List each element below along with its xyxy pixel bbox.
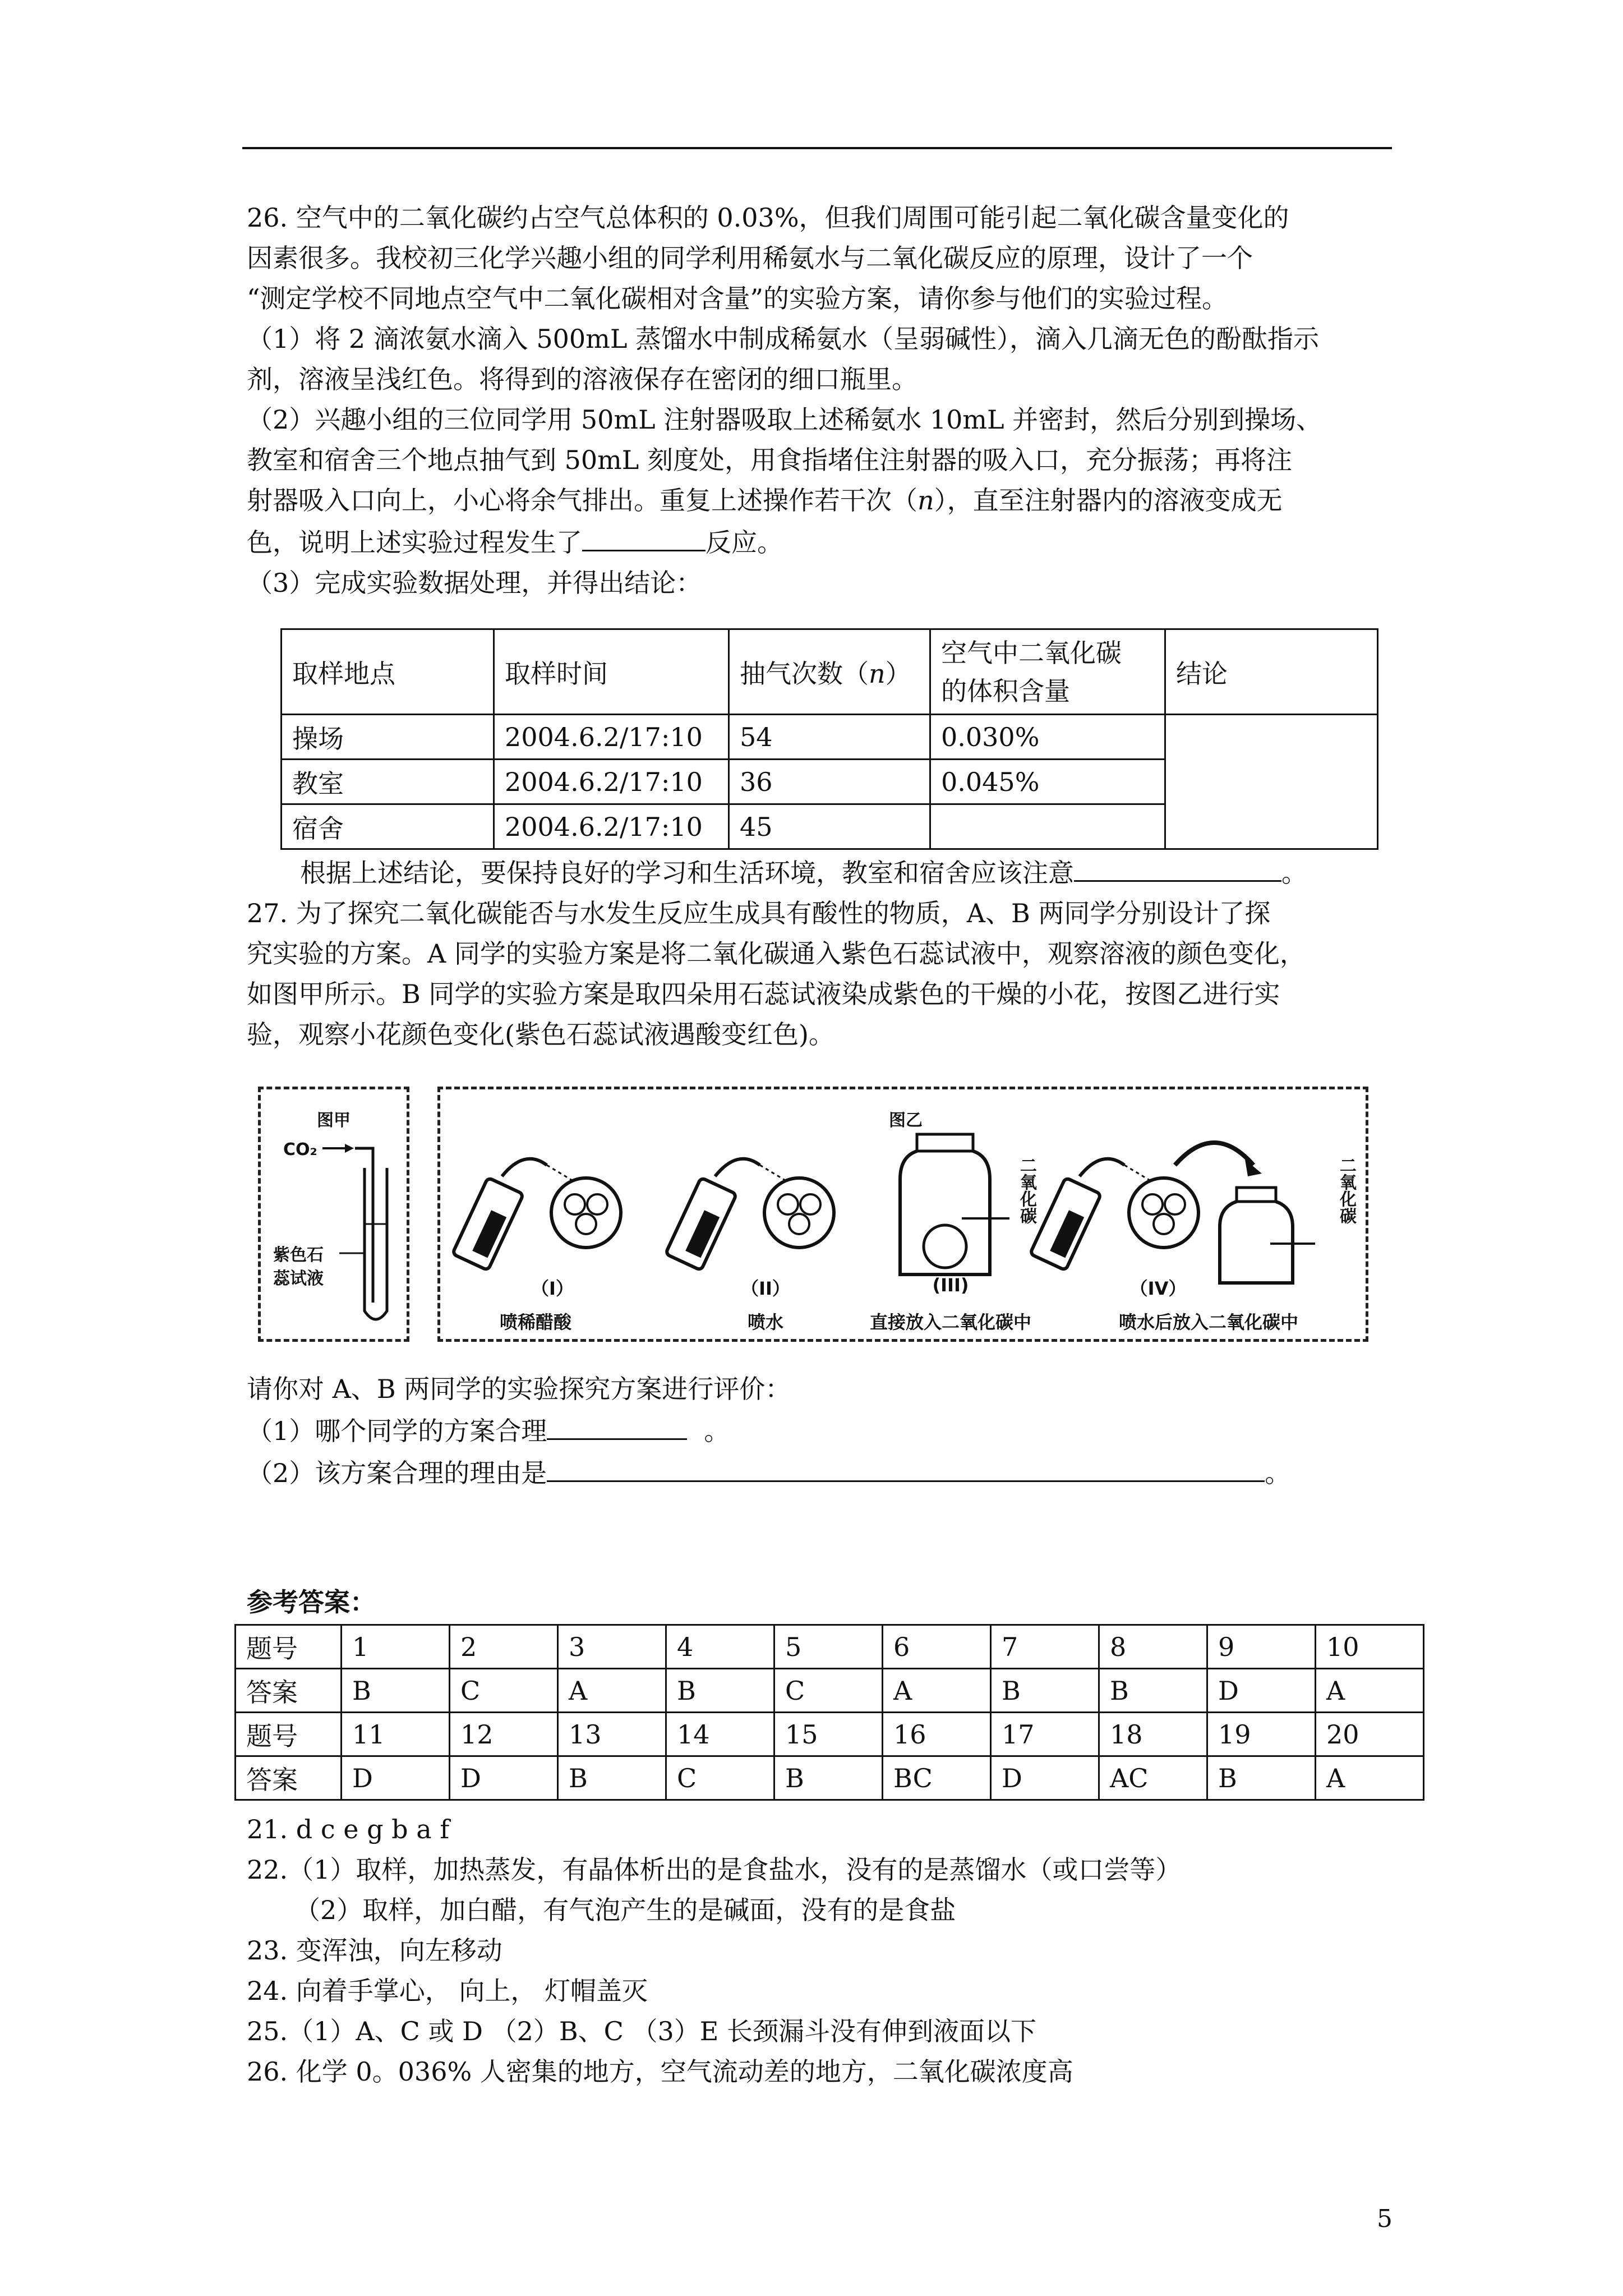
table-row — [236, 1756, 1424, 1800]
cell-conclusion-blank[interactable] — [1165, 715, 1378, 849]
cell-co2: 0.045% — [930, 760, 1165, 804]
num-cell: 13 — [558, 1713, 666, 1756]
answer-26: 26. 化学 0。036% 人密集的地方，空气流动差的地方，二氧化碳浓度高 — [247, 2056, 1073, 2087]
q27-eval-intro: 请你对 A、B 两同学的实验探究方案进行评价： — [247, 1374, 791, 1404]
num-cell: 5 — [774, 1625, 883, 1669]
num-cell: 14 — [666, 1713, 774, 1756]
ans-cell: B — [666, 1669, 774, 1713]
ans-cell: AC — [1099, 1756, 1207, 1800]
q26-step-2c — [247, 480, 1396, 521]
ans-cell: A — [558, 1669, 666, 1713]
q26-conclusion-line — [247, 851, 1396, 893]
q27-eval-2-end: 。 — [1265, 1458, 1291, 1488]
header-conclusion: 结论 — [1165, 629, 1378, 715]
q26-line-3: “测定学校不同地点空气中二氧化碳相对含量”的实验方案，请你参与他们的实验过程。 — [247, 283, 1228, 314]
panel-2-number: （II） — [741, 1278, 790, 1299]
q26-step-2c-pre: 射器吸入口向上，小心将余气排出。重复上述操作若干次（ — [247, 485, 917, 516]
test-tube-drawing — [261, 1089, 412, 1345]
answer-25: 25.（1）A、C 或 D （2）B、C （3）E 长颈漏斗没有伸到液面以下 — [247, 2016, 1036, 2046]
num-cell: 9 — [1207, 1625, 1316, 1669]
answer-blank-reaction[interactable] — [582, 521, 706, 551]
q26-line-2: 因素很多。我校初三化学兴趣小组的同学利用稀氨水与二氧化碳反应的原理，设计了一个 — [247, 243, 1253, 273]
ans-cell: A — [1316, 1756, 1424, 1800]
label-num: 题号 — [236, 1625, 342, 1669]
q26-after-text: 根据上述结论，要保持良好的学习和生活环境，教室和宿舍应该注意 — [300, 858, 1074, 888]
q26-after-end: 。 — [1281, 858, 1307, 888]
figure-jia — [258, 1087, 409, 1342]
answer-blank-reason[interactable] — [547, 1451, 1265, 1482]
q26-step-2d — [247, 521, 1396, 563]
q26-step-1a: （1）将 2 滴浓氨水滴入 500mL 蒸馏水中制成稀氨水（呈弱碱性），滴入几滴无色的酚酞指示 — [247, 324, 1319, 354]
table-row — [236, 1713, 1424, 1756]
header-co2-line-2: 的体积含量 — [941, 675, 1070, 706]
q27-line-4: 验，观察小花颜色变化(紫色石蕊试液遇酸变红色)。 — [247, 1019, 834, 1050]
cell-time: 2004.6.2/17:10 — [494, 715, 729, 760]
header-rule — [242, 147, 1392, 149]
answer-blank-attention[interactable] — [1074, 851, 1281, 882]
num-cell: 11 — [342, 1713, 450, 1756]
answer-24: 24. 向着手掌心， 向上， 灯帽盖灭 — [247, 1976, 648, 2006]
label-num: 题号 — [236, 1713, 342, 1756]
num-cell: 2 — [450, 1625, 558, 1669]
ans-cell: C — [774, 1669, 883, 1713]
num-cell: 19 — [1207, 1713, 1316, 1756]
num-cell: 7 — [991, 1625, 1099, 1669]
num-cell: 6 — [883, 1625, 991, 1669]
ans-cell: BC — [883, 1756, 991, 1800]
panel-2-caption: 喷水 — [747, 1312, 783, 1333]
header-count-pre: 抽气次数（ — [740, 658, 869, 689]
q26-step-1b: 剂，溶液呈浅红色。将得到的溶液保存在密闭的细口瓶里。 — [247, 364, 917, 394]
panel-1-number: （I） — [531, 1278, 574, 1299]
header-time: 取样时间 — [494, 629, 729, 715]
cell-co2: 0.030% — [930, 715, 1165, 760]
ans-cell: B — [1207, 1756, 1316, 1800]
answer-blank-which-student[interactable] — [547, 1409, 687, 1440]
num-cell: 8 — [1099, 1625, 1207, 1669]
q27-eval-2-text: （2）该方案合理的理由是 — [247, 1458, 547, 1488]
panel-4-caption: 喷水后放入二氧化碳中 — [1118, 1312, 1298, 1333]
ans-cell: D — [991, 1756, 1099, 1800]
q26-step-2c-post: ），直至注射器内的溶液变成无 — [934, 485, 1283, 516]
figure-yi-title: 图乙 — [889, 1111, 923, 1130]
q26-after-table — [247, 851, 1396, 893]
q26-step-2b: 教室和宿舍三个地点抽气到 50mL 刻度处，用食指堵住注射器的吸入口，充分振荡；再将注 — [247, 445, 1292, 475]
ans-cell: B — [1099, 1669, 1207, 1713]
q27-eval-1-end: 。 — [704, 1416, 730, 1446]
q26-n-symbol: n — [917, 485, 934, 516]
header-count — [729, 629, 930, 715]
ans-cell: B — [342, 1669, 450, 1713]
panel-3-caption: 直接放入二氧化碳中 — [869, 1312, 1031, 1333]
num-cell: 4 — [666, 1625, 774, 1669]
answer-22b: （2）取样，加白醋，有气泡产生的是碱面，没有的是食盐 — [294, 1895, 956, 1925]
cell-count: 54 — [729, 715, 930, 760]
cell-co2-blank[interactable] — [930, 804, 1165, 849]
q26-step-2d-pre: 色，说明上述实验过程发生了 — [247, 527, 582, 558]
q27-eval-2 — [247, 1451, 1396, 1493]
panel-1-caption: 喷稀醋酸 — [499, 1312, 571, 1333]
ans-cell: B — [774, 1756, 883, 1800]
header-co2 — [930, 629, 1165, 715]
litmus-label-2: 蕊试液 — [273, 1269, 324, 1289]
q27-evaluation — [247, 1369, 1396, 1493]
answer-22a: 22.（1）取样，加热蒸发，有晶体析出的是食盐水，没有的是蒸馏水（或口尝等） — [247, 1855, 1182, 1885]
answer-21: 21. d c e g b a f — [247, 1814, 450, 1844]
header-count-n: n — [869, 658, 886, 689]
litmus-label-1: 紫色石 — [273, 1245, 324, 1265]
cell-place: 操场 — [282, 715, 494, 760]
cell-place: 教室 — [282, 760, 494, 804]
panel-3-number: (III) — [932, 1274, 969, 1296]
ans-cell: C — [450, 1669, 558, 1713]
co2-vertical-label-4: 二氧化碳 — [1336, 1157, 1356, 1224]
ans-cell: D — [1207, 1669, 1316, 1713]
num-cell: 15 — [774, 1713, 883, 1756]
panel-4-number: （IV） — [1129, 1278, 1187, 1299]
figure-yi — [437, 1087, 1368, 1342]
co2-label: CO₂ — [283, 1140, 317, 1159]
header-co2-line-1: 空气中二氧化碳 — [941, 637, 1122, 668]
answers-list — [247, 1809, 1396, 2092]
cell-time: 2004.6.2/17:10 — [494, 804, 729, 849]
q27-eval-1 — [247, 1409, 1396, 1451]
ans-cell: D — [450, 1756, 558, 1800]
cell-time: 2004.6.2/17:10 — [494, 760, 729, 804]
q27-line-2: 究实验的方案。A 同学的实验方案是将二氧化碳通入紫色石蕊试液中，观察溶液的颜色变化， — [247, 938, 1306, 969]
answers-title: 参考答案： — [247, 1587, 376, 1617]
num-cell: 3 — [558, 1625, 666, 1669]
question-26 — [247, 197, 1396, 603]
ans-cell: A — [883, 1669, 991, 1713]
num-cell: 18 — [1099, 1713, 1207, 1756]
header-count-post: ） — [885, 658, 911, 689]
figure-jia-title: 图甲 — [317, 1111, 351, 1130]
table-row — [236, 1625, 1424, 1669]
ans-cell: B — [558, 1756, 666, 1800]
num-cell: 16 — [883, 1713, 991, 1756]
table-row — [236, 1669, 1424, 1713]
flower-experiment-drawing — [440, 1089, 1371, 1345]
header-place: 取样地点 — [282, 629, 494, 715]
cell-count: 36 — [729, 760, 930, 804]
num-cell: 10 — [1316, 1625, 1424, 1669]
q27-eval-1-text: （1）哪个同学的方案合理 — [247, 1416, 547, 1446]
ans-cell: B — [991, 1669, 1099, 1713]
num-cell: 12 — [450, 1713, 558, 1756]
cell-place: 宿舍 — [282, 804, 494, 849]
q26-step-2a: （2）兴趣小组的三位同学用 50mL 注射器吸取上述稀氨水 10mL 并密封，然后分别到操场、 — [247, 404, 1322, 435]
num-cell: 17 — [991, 1713, 1099, 1756]
question-27 — [247, 893, 1396, 1055]
co2-data-table — [280, 628, 1378, 850]
label-ans: 答案 — [236, 1756, 342, 1800]
num-cell: 20 — [1316, 1713, 1424, 1756]
answer-table — [234, 1624, 1424, 1801]
q26-step-2d-post: 反应。 — [706, 527, 783, 558]
q27-line-3: 如图甲所示。B 同学的实验方案是取四朵用石蕊试液染成紫色的干燥的小花，按图乙进行实 — [247, 979, 1280, 1009]
q27-line-1: 27. 为了探究二氧化碳能否与水发生反应生成具有酸性的物质，A、B 两同学分别设计了探 — [247, 898, 1271, 928]
cell-count: 45 — [729, 804, 930, 849]
answer-23: 23. 变浑浊，向左移动 — [247, 1935, 502, 1966]
co2-vertical-label-3: 二氧化碳 — [1017, 1157, 1036, 1224]
ans-cell: D — [342, 1756, 450, 1800]
label-ans: 答案 — [236, 1669, 342, 1713]
q26-line-1: 26. 空气中的二氧化碳约占空气总体积的 0.03%，但我们周围可能引起二氧化碳含量变化的 — [247, 203, 1289, 233]
ans-cell: C — [666, 1756, 774, 1800]
table-row — [282, 715, 1378, 760]
page-number: 5 — [1377, 2205, 1393, 2233]
num-cell: 1 — [342, 1625, 450, 1669]
q26-step-3: （3）完成实验数据处理，并得出结论： — [247, 568, 702, 598]
ans-cell: A — [1316, 1669, 1424, 1713]
